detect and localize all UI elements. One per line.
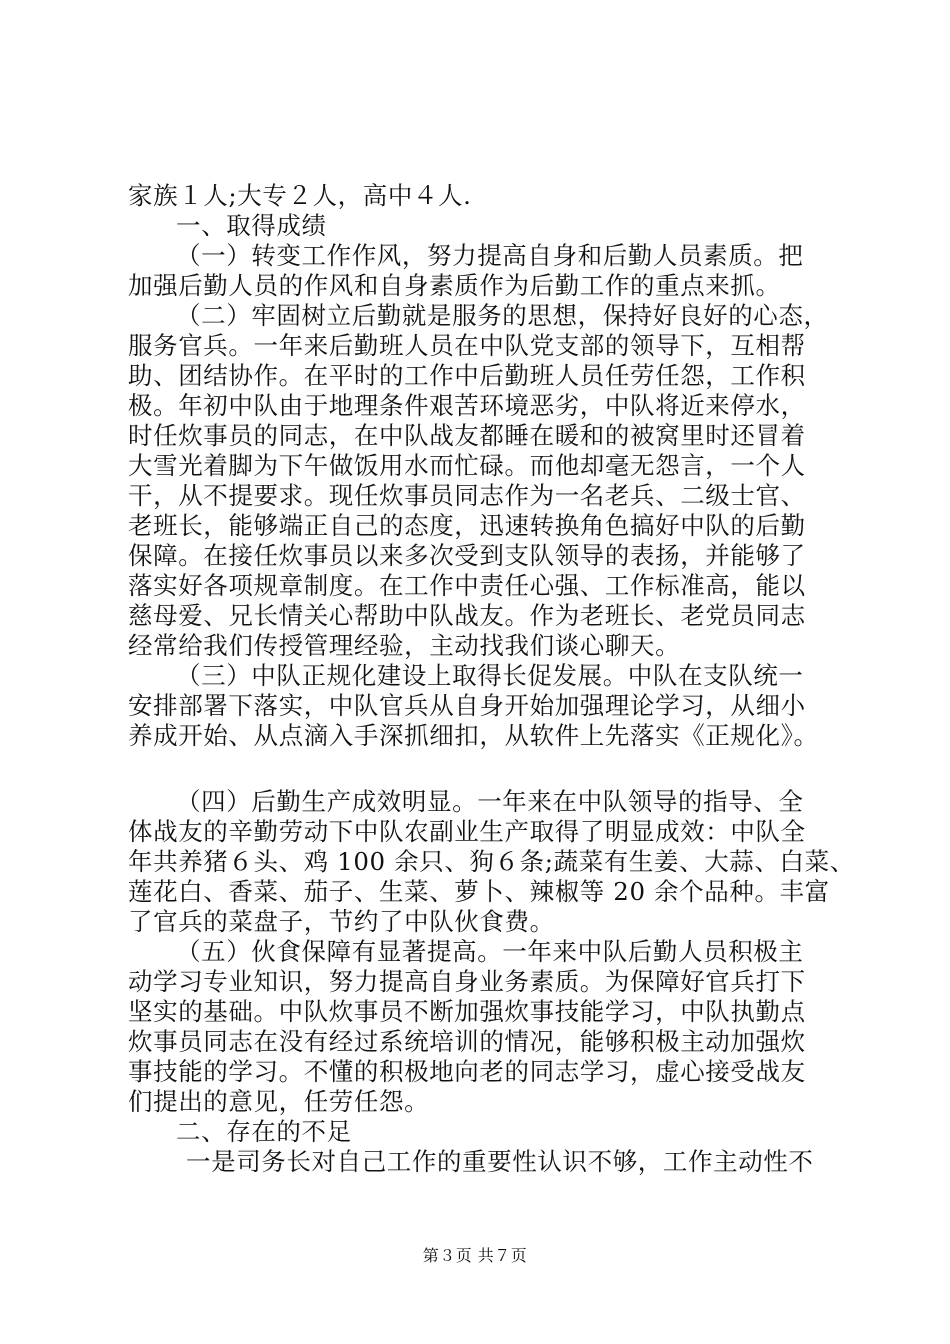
text-line: 保障。在接任炊事员以来多次受到支队领导的表扬，并能够了 (128, 541, 806, 570)
text-line: 莲花白、香菜、茄子、生菜、萝卜、辣椒等 20 余个品种。丰富 (128, 877, 830, 906)
text-line: 服务官兵。一年来后勤班人员在中队党支部的领导下，互相帮 (128, 331, 806, 360)
text-line: 事技能的学习。不懂的积极地向老的同志学习，虚心接受战友 (128, 1057, 806, 1086)
page-number-footer: 第３页 共７页 (422, 1246, 528, 1265)
text-line: （二）牢固树立后勤就是服务的思想，保持好良好的心态， (176, 301, 829, 330)
text-line: 时任炊事员的同志，在中队战友都睡在暖和的被窝里时还冒着 (128, 421, 806, 450)
text-line: 了官兵的菜盘子，节约了中队伙食费。 (128, 907, 555, 936)
text-line: 大雪光着脚为下午做饭用水而忙碌。而他却毫无怨言，一个人 (128, 451, 806, 480)
text-line: 动学习专业知识，努力提高自身业务素质。为保障好官兵打下 (128, 967, 806, 996)
section-heading: 一、取得成绩 (176, 211, 327, 240)
section-heading: 二、存在的不足 (176, 1117, 352, 1146)
text-line: 落实好各项规章制度。在工作中责任心强、工作标准高，能以 (128, 571, 806, 600)
text-line: 们提出的意见，任劳任怨。 (128, 1087, 430, 1116)
text-line: 加强后勤人员的作风和自身素质作为后勤工作的重点来抓。 (128, 271, 781, 300)
text-line: 养成开始、从点滴入手深抓细扣，从软件上先落实《正规化》。 (128, 721, 819, 750)
text-line: 助、团结协作。在平时的工作中后勤班人员任劳任怨，工作积 (128, 361, 806, 390)
text-line: （三）中队正规化建设上取得长促发展。中队在支队统一 (176, 661, 804, 690)
text-line: 一是司务长对自己工作的重要性认识不够，工作主动性不 (186, 1147, 814, 1176)
text-line: 慈母爱、兄长情关心帮助中队战友。作为老班长、老党员同志 (128, 601, 806, 630)
text-line: （一）转变工作作风，努力提高自身和后勤人员素质。把 (176, 241, 804, 270)
text-line: 体战友的辛勤劳动下中队农副业生产取得了明显成效：中队全 (128, 817, 806, 846)
text-line: 干，从不提要求。现任炊事员同志作为一名老兵、二级士官、 (128, 481, 806, 510)
text-line: 极。年初中队由于地理条件艰苦环境恶劣，中队将近来停水， (128, 391, 806, 420)
text-line: （五）伙食保障有显著提高。一年来中队后勤人员积极主 (176, 937, 804, 966)
text-line: 坚实的基础。中队炊事员不断加强炊事技能学习，中队执勤点 (128, 997, 806, 1026)
text-line: 老班长，能够端正自己的态度，迅速转换角色搞好中队的后勤 (128, 511, 806, 540)
text-line: 年共养猪６头、鸡 100 余只、狗６条;蔬菜有生姜、大蒜、白菜、 (128, 847, 855, 876)
text-line: 炊事员同志在没有经过系统培训的情况，能够积极主动加强炊 (128, 1027, 806, 1056)
text-line: 经常给我们传授管理经验，主动找我们谈心聊天。 (128, 631, 681, 660)
text-line: 安排部署下落实，中队官兵从自身开始加强理论学习，从细小 (128, 691, 806, 720)
text-line: 家族１人;大专２人，高中４人. (128, 181, 472, 210)
text-line: （四）后勤生产成效明显。一年来在中队领导的指导、全 (176, 787, 804, 816)
